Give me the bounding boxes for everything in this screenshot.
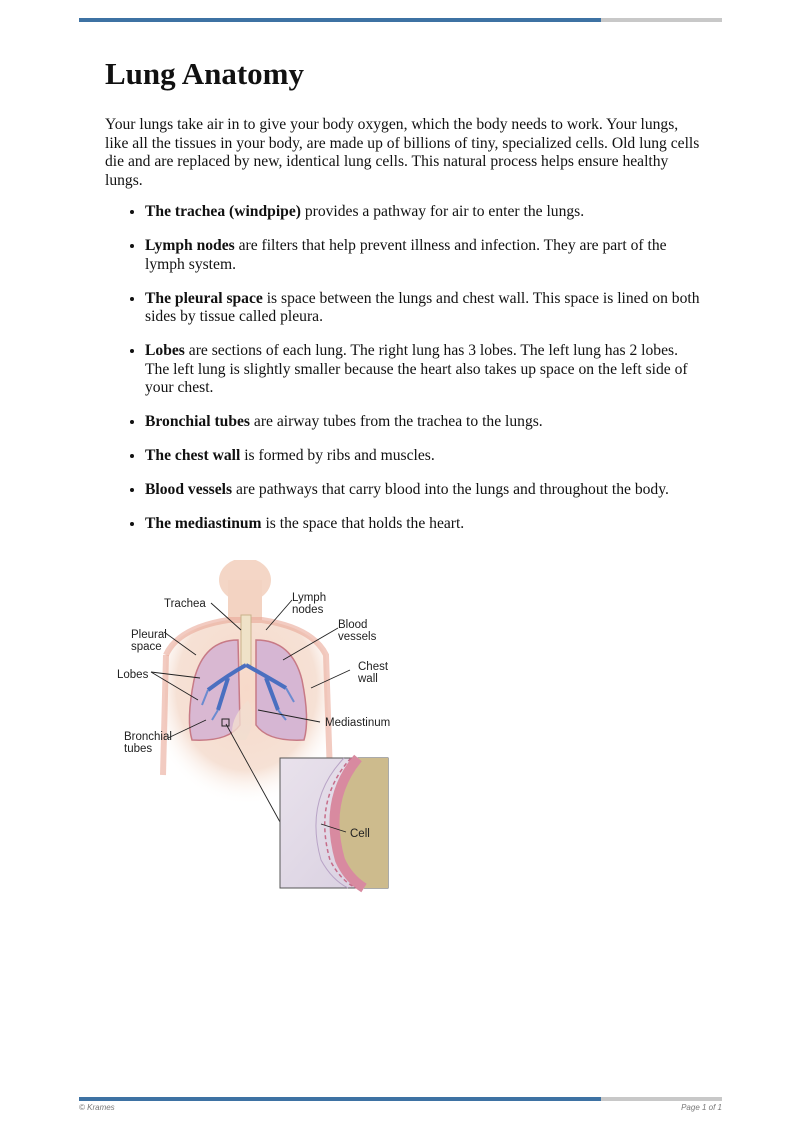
list-item-term: Bronchial tubes — [145, 413, 250, 430]
label-chest-wall-2: wall — [358, 673, 378, 685]
anatomy-list — [105, 203, 705, 549]
label-mediastinum: Mediastinum — [325, 717, 391, 729]
label-cell: Cell — [350, 828, 370, 840]
list-item-text: is the space that holds the heart. — [261, 515, 465, 532]
list-item-text: are pathways that carry blood into the lungs and throughout the body. — [232, 481, 669, 498]
list-item — [145, 413, 705, 432]
list-item-text: are airway tubes from the trachea to the lungs. — [250, 413, 543, 430]
list-item-term: The pleural space — [145, 289, 263, 307]
list-item — [145, 203, 705, 222]
label-blood-vessels-2: vessels — [338, 631, 377, 643]
list-item-term: The chest wall — [145, 447, 241, 464]
list-item-text: provides a pathway for air to enter the lungs. — [300, 203, 585, 220]
list-item-term: The mediastinum — [145, 515, 262, 532]
list-item-term: The trachea (windpipe) — [145, 203, 301, 220]
label-bronchial-tubes-2: tubes — [124, 743, 153, 755]
label-lymph-nodes-2: nodes — [292, 604, 324, 616]
top-rule-accent — [79, 18, 601, 22]
intro-paragraph: Your lungs take air in to give your body oxygen, which the body needs to work. Your lungs, like all the tissues in your body, are made up of billions of tiny, specialized cells. Old lung cells die and are replaced by new, identical lung cells. This natural process helps ensure healthy lungs. — [105, 116, 700, 189]
list-item-text: is formed by ribs and muscles. — [240, 447, 435, 464]
label-chest-wall: Chest — [358, 661, 389, 673]
cell-inset — [280, 758, 388, 888]
label-lobes: Lobes — [117, 669, 149, 681]
list-item — [145, 447, 705, 466]
label-blood-vessels: Blood — [338, 619, 368, 631]
list-item — [145, 342, 705, 398]
list-item-text: is space between the lungs and chest wall. This space is lined on both sides by tissue called pleura. — [145, 289, 700, 325]
top-rule — [79, 18, 722, 22]
list-item-term: Lobes — [145, 342, 185, 359]
lung-anatomy-illustration — [108, 560, 408, 895]
footer-page-number: Page 1 of 1 — [681, 1103, 722, 1112]
list-item — [145, 237, 705, 274]
lung-diagram — [108, 560, 408, 895]
label-pleural-space: Pleural — [131, 629, 167, 641]
list-item-term: Lymph nodes — [145, 237, 235, 254]
bottom-rule — [79, 1097, 722, 1101]
label-lymph-nodes: Lymph — [292, 592, 327, 604]
label-pleural-space-2: space — [131, 641, 162, 653]
bottom-rule-accent — [79, 1097, 601, 1101]
list-item — [145, 290, 705, 327]
label-bronchial-tubes: Bronchial — [124, 731, 172, 743]
footer-copyright: © Krames — [79, 1103, 115, 1112]
label-trachea: Trachea — [164, 598, 206, 610]
list-item — [145, 515, 705, 534]
list-item-term: Blood vessels — [145, 481, 233, 498]
list-item — [145, 481, 705, 500]
list-item-text: are filters that help prevent illness and infection. They are part of the lymph system. — [145, 237, 667, 273]
list-item-text: are sections of each lung. The right lung has 3 lobes. The left lung has 2 lobes. The left lung is slightly smaller because the heart also takes up space on the left side of your chest. — [145, 342, 688, 396]
page-title: Lung Anatomy — [105, 56, 304, 91]
